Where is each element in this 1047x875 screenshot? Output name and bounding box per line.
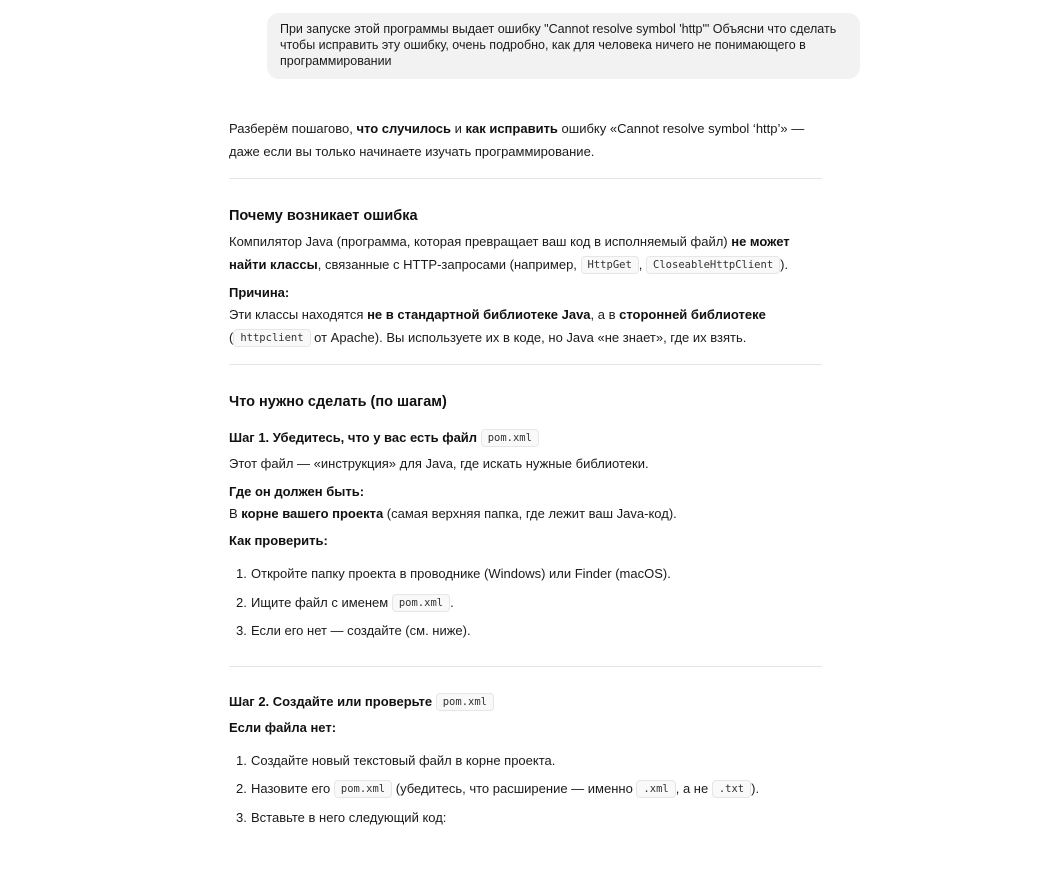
step1-heading: Шаг 1. Убедитесь, что у вас есть файл pom.xml — [229, 427, 822, 449]
inline-code: .xml — [636, 780, 675, 798]
list-item: 1. Откройте папку проекта в проводнике (Windows) или Finder (macOS). — [236, 566, 671, 581]
reason-paragraph: Эти классы находятся не в стандартной библиотеке Java, а в сторонней библиотеке ( httpclient от Apache). Вы используете их в коде, но Java «не знает», где их взять. — [229, 307, 766, 345]
section-heading-why: Почему возникает ошибка — [229, 208, 418, 224]
user-message-text: При запуске этой программы выдает ошибку "Cannot resolve symbol 'http'" Объясни что сделать чтобы исправить эту ошибку, очень подробно, как для человека ничего не понимающего в программировании — [280, 22, 837, 68]
check-label: Как проверить: — [229, 533, 328, 548]
nofile-label: Если файла нет: — [229, 719, 337, 735]
divider — [229, 666, 822, 667]
create-list — [229, 747, 822, 833]
intro-paragraph: Разберём пошагово, что случилось и как исправить ошибку «Cannot resolve symbol ‘http’» — даже если вы только начинаете изучать программирование. — [229, 121, 805, 159]
inline-code: CloseableHttpClient — [646, 256, 780, 274]
step2-heading: Шаг 2. Создайте или проверьте pom.xml — [229, 691, 822, 713]
check-list — [229, 560, 822, 646]
list-item: 3. Если его нет — создайте (см. ниже). — [236, 623, 471, 638]
divider — [229, 364, 822, 365]
list-item: 1. Создайте новый текстовый файл в корне проекта. — [236, 752, 556, 768]
list-item: 3. Вставьте в него следующий код: — [236, 809, 447, 825]
assistant-answer — [229, 118, 822, 832]
divider — [229, 178, 822, 179]
where-label: Где он должен быть: — [229, 483, 365, 499]
section-heading-steps: Что нужно сделать (по шагам) — [229, 394, 447, 410]
reason-label: Причина: — [229, 285, 290, 300]
inline-code: pom.xml — [392, 594, 450, 612]
user-message-bubble — [267, 13, 860, 79]
inline-code: .txt — [712, 780, 751, 798]
list-item: 2. Назовите его pom.xml (убедитесь, что расширение — именно .xml , а не .txt ). — [236, 781, 760, 796]
inline-code: pom.xml — [481, 429, 539, 447]
inline-code: HttpGet — [581, 256, 639, 274]
inline-code: pom.xml — [334, 780, 392, 798]
why-paragraph: Компилятор Java (программа, которая превращает ваш код в исполняемый файл) не может найти классы, связанные с HTTP-запросами (например, HttpGet , CloseableHttpClient ). — [229, 234, 790, 272]
step1-description: Этот файл — «инструкция» для Java, где искать нужные библиотеки. — [229, 456, 649, 471]
inline-code: pom.xml — [436, 693, 494, 711]
list-item: 2. Ищите файл с именем pom.xml . — [236, 594, 454, 610]
inline-code: httpclient — [233, 329, 310, 347]
where-paragraph: В корне вашего проекта (самая верхняя папка, где лежит ваш Java-код). — [229, 505, 677, 521]
